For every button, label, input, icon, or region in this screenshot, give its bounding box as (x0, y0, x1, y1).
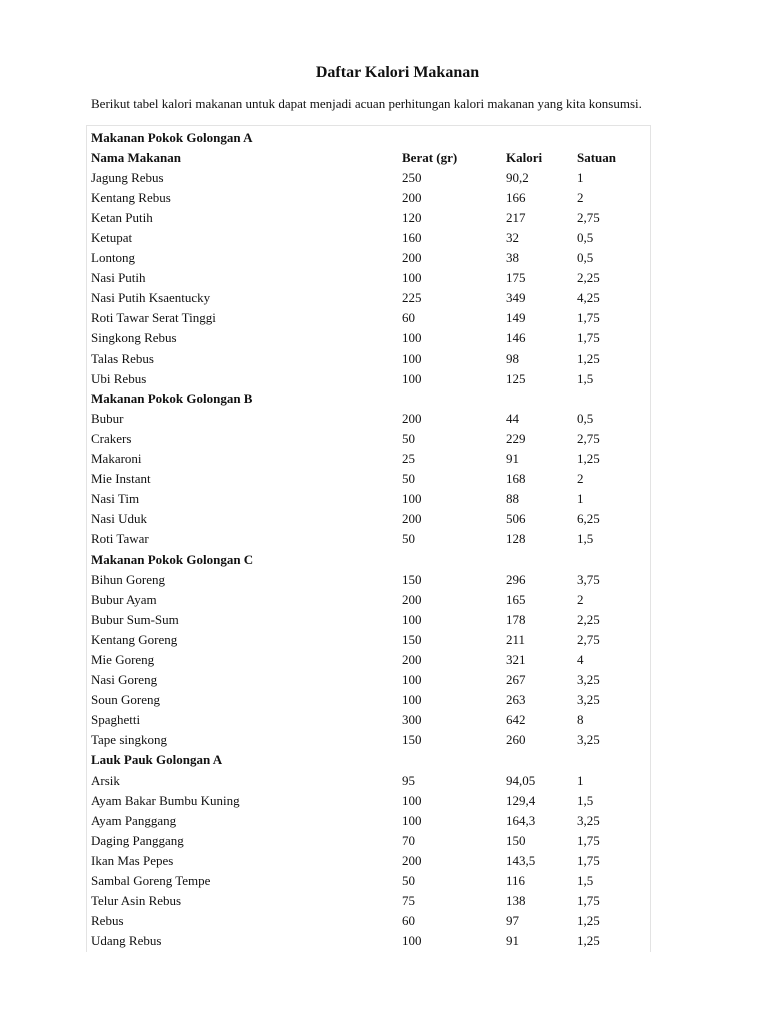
weight-cell: 100 (402, 692, 422, 708)
table-row (91, 870, 647, 890)
column-header-name: Nama Makanan (91, 149, 181, 165)
group-title: Lauk Pauk Golongan A (91, 752, 223, 768)
weight-cell: 200 (402, 410, 422, 426)
food-name-cell: Nasi Putih Ksaentucky (91, 290, 211, 306)
calorie-table-body (91, 127, 647, 951)
food-name-cell: Nasi Tim (91, 491, 140, 507)
food-name-cell: Ketan Putih (91, 209, 153, 225)
unit-cell: 1,25 (577, 913, 600, 929)
table-row (91, 469, 647, 489)
weight-cell: 100 (402, 330, 422, 346)
food-name-cell: Ayam Bakar Bumbu Kuning (91, 792, 240, 808)
column-header-calories: Kalori (506, 149, 543, 165)
food-name-cell: Nasi Putih (91, 270, 146, 286)
food-name-cell: Bubur Sum-Sum (91, 611, 179, 627)
weight-cell: 300 (402, 712, 422, 728)
food-name-cell: Singkong Rebus (91, 330, 177, 346)
table-row (91, 931, 647, 951)
unit-cell: 1,25 (577, 451, 600, 467)
food-name-cell: Telur Asin Rebus (91, 893, 182, 909)
calories-cell: 178 (506, 611, 526, 627)
unit-cell: 1,25 (577, 933, 600, 949)
calories-cell: 321 (506, 651, 526, 667)
calorie-table (91, 127, 647, 951)
table-row (91, 670, 647, 690)
food-name-cell: Nasi Uduk (91, 511, 147, 527)
unit-cell: 1 (577, 491, 584, 507)
food-name-cell: Mie Goreng (91, 651, 155, 667)
table-row (91, 449, 647, 469)
food-name-cell: Roti Tawar Serat Tinggi (91, 310, 216, 326)
unit-cell: 1,5 (577, 873, 594, 889)
table-row (91, 408, 647, 428)
food-name-cell: Talas Rebus (91, 350, 154, 366)
table-row (91, 710, 647, 730)
group-header-row (91, 750, 647, 770)
calories-cell: 211 (506, 631, 526, 647)
calories-cell: 175 (506, 270, 526, 286)
weight-cell: 100 (402, 812, 422, 828)
weight-cell: 50 (402, 430, 415, 446)
table-row (91, 187, 647, 207)
weight-cell: 60 (402, 913, 415, 929)
food-name-cell: Udang Rebus (91, 933, 162, 949)
food-name-cell: Tape singkong (91, 732, 167, 748)
unit-cell: 2 (577, 471, 584, 487)
unit-cell: 3,75 (577, 571, 600, 587)
unit-cell: 8 (577, 712, 584, 728)
table-row (91, 770, 647, 790)
unit-cell: 3,25 (577, 692, 600, 708)
calories-cell: 642 (506, 712, 526, 728)
intro-paragraph: Berikut tabel kalori makanan untuk dapat menjadi acuan perhitungan kalori makanan yang kita konsumsi. (91, 96, 642, 111)
unit-cell: 1,5 (577, 792, 594, 808)
weight-cell: 200 (402, 511, 422, 527)
table-row (91, 227, 647, 247)
table-row (91, 790, 647, 810)
calories-cell: 164,3 (506, 812, 536, 828)
food-name-cell: Arsik (91, 772, 120, 788)
calories-cell: 165 (506, 591, 526, 607)
table-row (91, 489, 647, 509)
weight-cell: 100 (402, 933, 422, 949)
table-row (91, 649, 647, 669)
unit-cell: 0,5 (577, 410, 594, 426)
food-name-cell: Ikan Mas Pepes (91, 852, 174, 868)
page-title: Daftar Kalori Makanan (315, 64, 480, 81)
weight-cell: 75 (402, 893, 415, 909)
weight-cell: 200 (402, 591, 422, 607)
table-row (91, 308, 647, 328)
food-name-cell: Jagung Rebus (91, 169, 164, 185)
group-title: Makanan Pokok Golongan B (91, 390, 253, 406)
weight-cell: 100 (402, 350, 422, 366)
table-row (91, 810, 647, 830)
column-header-row (91, 147, 647, 167)
food-name-cell: Spaghetti (91, 712, 141, 728)
group-header-row (91, 549, 647, 569)
weight-cell: 225 (402, 290, 422, 306)
calories-cell: 91 (506, 933, 519, 949)
weight-cell: 60 (402, 310, 415, 326)
food-name-cell: Bubur Ayam (91, 591, 157, 607)
calories-cell: 263 (506, 692, 526, 708)
weight-cell: 250 (402, 169, 422, 185)
calories-cell: 44 (506, 410, 519, 426)
table-row (91, 911, 647, 931)
weight-cell: 100 (402, 270, 422, 286)
weight-cell: 150 (402, 571, 422, 587)
group-header-row (91, 127, 647, 147)
food-name-cell: Rebus (91, 913, 124, 929)
weight-cell: 100 (402, 672, 422, 688)
calories-cell: 349 (506, 290, 526, 306)
calories-cell: 91 (506, 451, 519, 467)
weight-cell: 120 (402, 209, 422, 225)
unit-cell: 2,75 (577, 209, 600, 225)
unit-cell: 4,25 (577, 290, 600, 306)
unit-cell: 1,5 (577, 370, 594, 386)
unit-cell: 3,25 (577, 672, 600, 688)
unit-cell: 2,75 (577, 631, 600, 647)
calories-cell: 217 (506, 209, 526, 225)
calories-cell: 506 (506, 511, 526, 527)
calories-cell: 98 (506, 350, 519, 366)
table-row (91, 348, 647, 368)
table-row (91, 328, 647, 348)
weight-cell: 160 (402, 230, 422, 246)
table-row (91, 629, 647, 649)
unit-cell: 4 (577, 651, 584, 667)
table-row (91, 830, 647, 850)
food-name-cell: Ketupat (91, 230, 133, 246)
calories-cell: 166 (506, 189, 526, 205)
column-header-unit: Satuan (577, 149, 617, 165)
calories-cell: 32 (506, 230, 519, 246)
food-name-cell: Kentang Goreng (91, 631, 178, 647)
food-name-cell: Nasi Goreng (91, 672, 158, 688)
unit-cell: 0,5 (577, 230, 594, 246)
calories-cell: 267 (506, 672, 526, 688)
food-name-cell: Sambal Goreng Tempe (91, 873, 211, 889)
group-title: Makanan Pokok Golongan A (91, 129, 253, 145)
unit-cell: 1,75 (577, 893, 600, 909)
food-name-cell: Lontong (91, 250, 136, 266)
unit-cell: 1,75 (577, 852, 600, 868)
unit-cell: 1 (577, 169, 584, 185)
weight-cell: 200 (402, 189, 422, 205)
calories-cell: 260 (506, 732, 526, 748)
unit-cell: 1,5 (577, 531, 594, 547)
table-row (91, 690, 647, 710)
group-header-row (91, 388, 647, 408)
table-row (91, 428, 647, 448)
food-name-cell: Roti Tawar (91, 531, 149, 547)
weight-cell: 100 (402, 370, 422, 386)
calorie-table-container (86, 125, 651, 952)
calories-cell: 125 (506, 370, 526, 386)
weight-cell: 200 (402, 852, 422, 868)
table-row (91, 891, 647, 911)
food-name-cell: Ayam Panggang (91, 812, 177, 828)
table-row (91, 850, 647, 870)
weight-cell: 150 (402, 732, 422, 748)
calories-cell: 229 (506, 430, 526, 446)
unit-cell: 1 (577, 772, 584, 788)
unit-cell: 0,5 (577, 250, 594, 266)
food-name-cell: Kentang Rebus (91, 189, 171, 205)
group-title: Makanan Pokok Golongan C (91, 551, 254, 567)
table-row (91, 368, 647, 388)
table-row (91, 609, 647, 629)
unit-cell: 6,25 (577, 511, 600, 527)
weight-cell: 50 (402, 471, 415, 487)
weight-cell: 100 (402, 792, 422, 808)
calories-cell: 168 (506, 471, 526, 487)
weight-cell: 200 (402, 250, 422, 266)
unit-cell: 3,25 (577, 812, 600, 828)
unit-cell: 1,75 (577, 832, 600, 848)
calories-cell: 146 (506, 330, 526, 346)
unit-cell: 2 (577, 591, 584, 607)
weight-cell: 200 (402, 651, 422, 667)
food-name-cell: Soun Goreng (91, 692, 160, 708)
weight-cell: 95 (402, 772, 415, 788)
table-row (91, 248, 647, 268)
weight-cell: 70 (402, 832, 415, 848)
weight-cell: 50 (402, 873, 415, 889)
food-name-cell: Daging Panggang (91, 832, 184, 848)
table-row (91, 167, 647, 187)
calories-cell: 88 (506, 491, 519, 507)
calories-cell: 94,05 (506, 772, 536, 788)
table-row (91, 288, 647, 308)
table-row (91, 268, 647, 288)
food-name-cell: Mie Instant (91, 471, 151, 487)
calories-cell: 38 (506, 250, 519, 266)
weight-cell: 100 (402, 491, 422, 507)
unit-cell: 2,25 (577, 611, 600, 627)
calories-cell: 138 (506, 893, 526, 909)
food-name-cell: Crakers (91, 430, 132, 446)
unit-cell: 2,25 (577, 270, 600, 286)
food-name-cell: Bihun Goreng (91, 571, 166, 587)
table-row (91, 730, 647, 750)
calories-cell: 128 (506, 531, 526, 547)
unit-cell: 2,75 (577, 430, 600, 446)
unit-cell: 1,75 (577, 310, 600, 326)
table-row (91, 569, 647, 589)
food-name-cell: Bubur (91, 410, 124, 426)
table-row (91, 589, 647, 609)
calories-cell: 116 (506, 873, 526, 889)
weight-cell: 50 (402, 531, 415, 547)
calories-cell: 97 (506, 913, 519, 929)
unit-cell: 1,75 (577, 330, 600, 346)
calories-cell: 149 (506, 310, 526, 326)
calories-cell: 129,4 (506, 792, 536, 808)
food-name-cell: Makaroni (91, 451, 142, 467)
weight-cell: 25 (402, 451, 415, 467)
table-row (91, 529, 647, 549)
weight-cell: 150 (402, 631, 422, 647)
table-row (91, 509, 647, 529)
unit-cell: 3,25 (577, 732, 600, 748)
unit-cell: 1,25 (577, 350, 600, 366)
calories-cell: 150 (506, 832, 526, 848)
calories-cell: 296 (506, 571, 526, 587)
table-row (91, 207, 647, 227)
food-name-cell: Ubi Rebus (91, 370, 147, 386)
unit-cell: 2 (577, 189, 584, 205)
column-header-weight: Berat (gr) (402, 149, 458, 165)
calories-cell: 143,5 (506, 852, 536, 868)
weight-cell: 100 (402, 611, 422, 627)
calories-cell: 90,2 (506, 169, 529, 185)
